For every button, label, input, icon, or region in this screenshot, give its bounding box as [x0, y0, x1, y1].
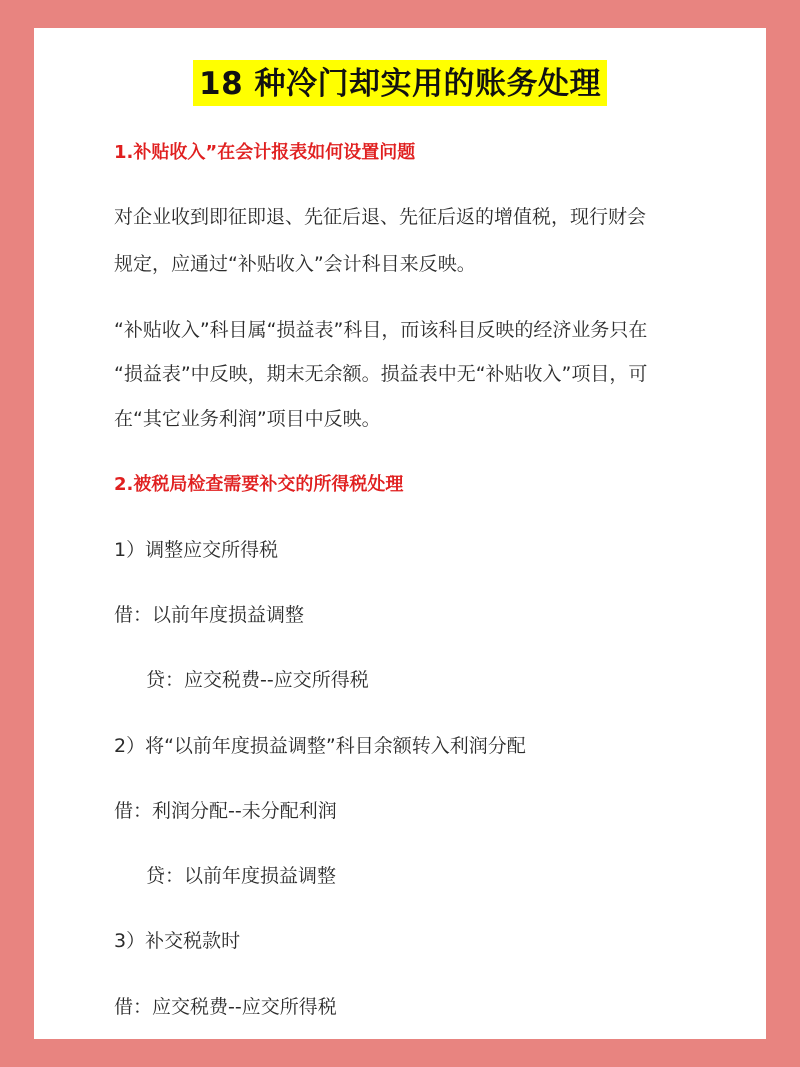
- paragraph-2-line-2: “损益表”中反映，期末无余额。损益表中无“补贴收入”项目，可: [114, 363, 648, 385]
- entry-debit-3: 借：应交税费--应交所得税: [114, 996, 337, 1018]
- entry-debit-1: 借：以前年度损益调整: [114, 604, 305, 626]
- document-page: [34, 28, 766, 1039]
- paragraph-2-line-1: “补贴收入”科目属“损益表”科目，而该科目反映的经济业务只在: [114, 319, 648, 341]
- entry-debit-2: 借：利润分配--未分配利润: [114, 800, 337, 822]
- section-heading-2: 2.被税局检查需要补交的所得税处理: [114, 474, 404, 495]
- entry-step-2: 2）将“以前年度损益调整”科目余额转入利润分配: [114, 735, 526, 757]
- entry-credit-2: 贷：以前年度损益调整: [146, 865, 337, 887]
- entry-step-3: 3）补交税款时: [114, 930, 241, 952]
- title-wrap: [34, 60, 766, 106]
- paragraph-1-line-2: 规定，应通过“补贴收入”会计科目来反映。: [114, 253, 476, 275]
- paragraph-2-line-3: 在“其它业务利润”项目中反映。: [114, 408, 381, 430]
- paragraph-1-line-1: 对企业收到即征即退、先征后退、先征后返的增值税，现行财会: [114, 206, 647, 228]
- section-heading-1: 1.补贴收入”在会计报表如何设置问题: [114, 142, 416, 163]
- page-title: 18 种冷门却实用的账务处理: [193, 60, 607, 106]
- entry-step-1: 1）调整应交所得税: [114, 539, 279, 561]
- entry-credit-1: 贷：应交税费--应交所得税: [146, 669, 369, 691]
